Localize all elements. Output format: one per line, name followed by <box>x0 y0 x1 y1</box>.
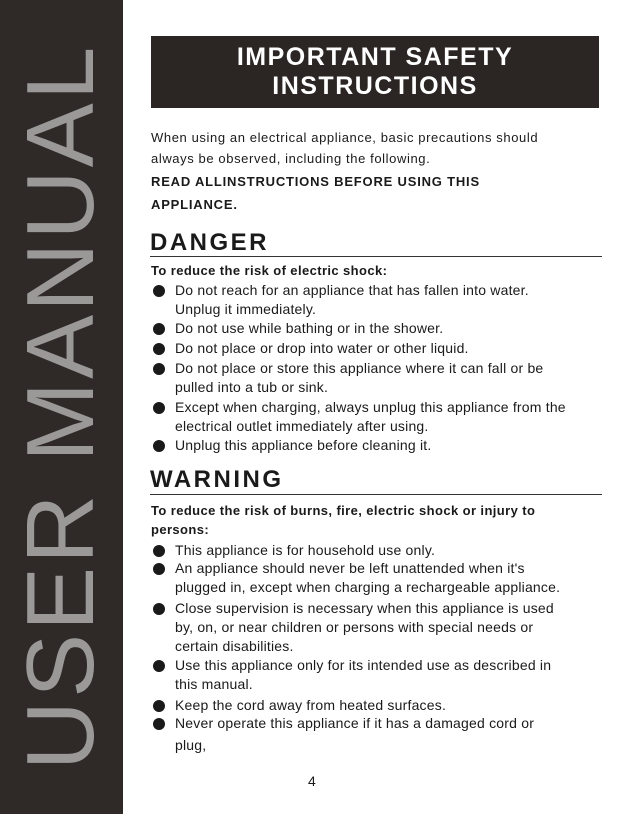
danger-item: Do not place or drop into water or other liquid. <box>175 340 469 356</box>
bullet-icon <box>153 563 165 575</box>
warning-item: plugged in, except when charging a rechargeable appliance. <box>175 579 561 595</box>
bullet-icon <box>153 700 165 712</box>
intro-text: When using an electrical appliance, basic precautions should <box>151 130 539 145</box>
page-number: 4 <box>308 773 316 789</box>
warning-item: An appliance should never be left unattended when it's <box>175 560 525 576</box>
warning-item: plug, <box>175 737 207 753</box>
danger-subtitle: To reduce the risk of electric shock: <box>151 263 388 278</box>
intro-text: always be observed, including the following. <box>151 151 431 166</box>
danger-item: Except when charging, always unplug this appliance from the <box>175 399 566 415</box>
header-title-line2: INSTRUCTIONS <box>272 72 478 100</box>
bullet-icon <box>153 402 165 414</box>
danger-item: pulled into a tub or sink. <box>175 379 329 395</box>
warning-divider <box>150 494 602 495</box>
side-strip <box>0 0 123 814</box>
bullet-icon <box>153 440 165 452</box>
warning-item: Close supervision is necessary when this appliance is used <box>175 600 554 616</box>
danger-item: Do not reach for an appliance that has fallen into water. <box>175 282 529 298</box>
warning-item: Use this appliance only for its intended use as described in <box>175 657 552 673</box>
warning-item: by, on, or near children or persons with special needs or <box>175 619 534 635</box>
bullet-icon <box>153 343 165 355</box>
danger-item: Do not place or store this appliance where it can fall or be <box>175 360 544 376</box>
warning-title: WARNING <box>150 466 284 493</box>
bullet-icon <box>153 363 165 375</box>
danger-item: Unplug this appliance before cleaning it. <box>175 437 432 453</box>
danger-item: electrical outlet immediately after using. <box>175 418 429 434</box>
bullet-icon <box>153 603 165 615</box>
warning-item: certain disabilities. <box>175 638 294 654</box>
danger-item: Do not use while bathing or in the shower. <box>175 320 444 336</box>
danger-item: Unplug it immediately. <box>175 301 317 317</box>
bullet-icon <box>153 718 165 730</box>
read-instructions: READ ALLINSTRUCTIONS BEFORE USING THIS <box>151 174 480 189</box>
warning-subtitle: To reduce the risk of burns, fire, electric shock or injury to <box>151 503 536 518</box>
warning-item: Keep the cord away from heated surfaces. <box>175 697 447 713</box>
header-box <box>151 36 599 108</box>
warning-subtitle: persons: <box>151 522 210 537</box>
bullet-icon <box>153 660 165 672</box>
warning-item: this manual. <box>175 676 253 692</box>
warning-item: This appliance is for household use only. <box>175 542 436 558</box>
warning-item: Never operate this appliance if it has a damaged cord or <box>175 715 535 731</box>
read-instructions: APPLIANCE. <box>151 197 238 212</box>
danger-divider <box>150 256 602 257</box>
bullet-icon <box>153 285 165 297</box>
bullet-icon <box>153 323 165 335</box>
header-title-line1: IMPORTANT SAFETY <box>236 43 514 71</box>
bullet-icon <box>153 545 165 557</box>
danger-title: DANGER <box>150 229 270 256</box>
side-title: USER MANUAL <box>7 43 114 771</box>
